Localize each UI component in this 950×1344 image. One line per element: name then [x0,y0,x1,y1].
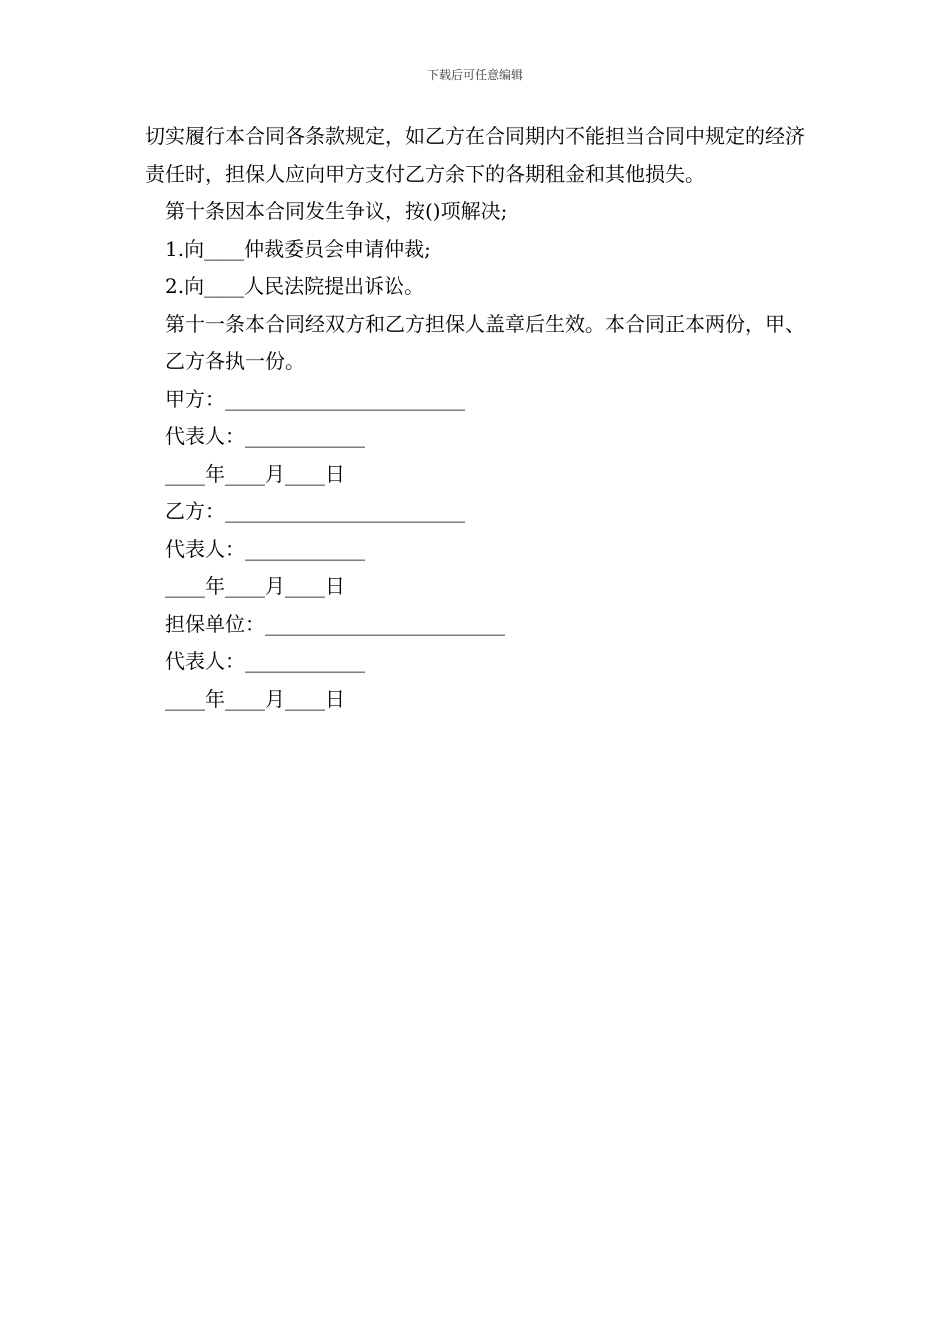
paragraph-option-arbitration: 1.向____仲裁委员会申请仲裁; [165,236,431,261]
guarantor-representative-line: 代表人：____________ [165,649,365,673]
party-a-date-line: ____年____月____日 [165,461,345,486]
paragraph-guarantee-clause: 切实履行本合同各条款规定，如乙方在合同期内不能担当合同中规定的经济责任时，担保人应向甲方支付乙方余下的各期租金和其他损失。 [145,124,805,186]
party-b-representative-line: 代表人：____________ [165,536,365,561]
guarantor-line: 担保单位：________________________ [165,611,505,636]
party-b-date-line: ____年____月____日 [165,574,345,598]
party-b-line: 乙方：________________________ [165,499,465,523]
guarantor-date-line: ____年____月____日 [165,686,345,711]
party-a-line: 甲方：________________________ [165,386,465,411]
paragraph-article-10: 第十条因本合同发生争议，按()项解决; [165,199,508,223]
party-a-representative-line: 代表人：____________ [165,424,365,448]
paragraph-article-11: 第十一条本合同经双方和乙方担保人盖章后生效。本合同正本两份，甲、乙方各执一份。 [165,311,805,373]
page-header: 下载后可任意编辑 [426,68,523,82]
paragraph-option-litigation: 2.向____人民法院提出诉讼。 [165,274,425,298]
document-body [145,118,810,718]
